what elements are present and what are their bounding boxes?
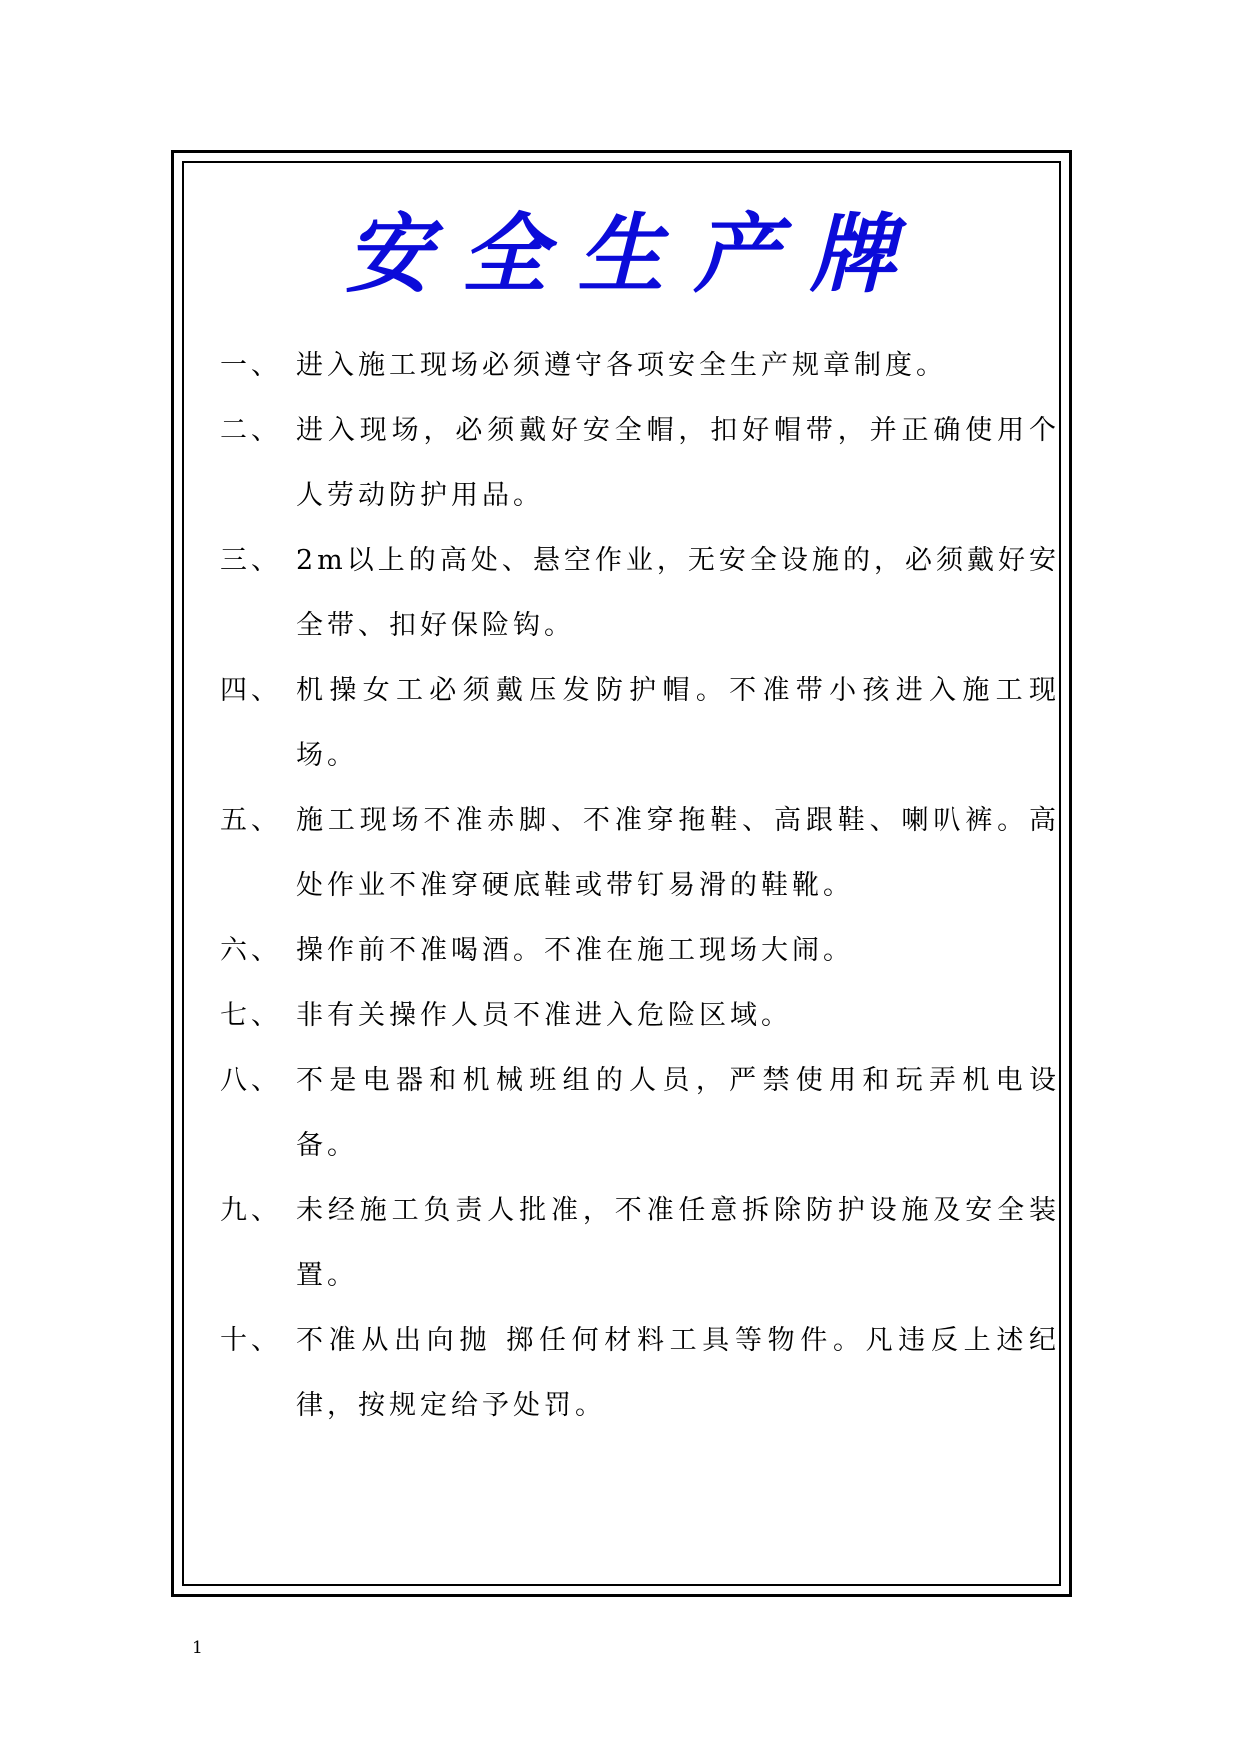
rule-item <box>220 918 1060 983</box>
page-number: 1 <box>192 1638 203 1658</box>
rule-text: 非有关操作人员不准进入危险区域。 <box>296 1000 792 1031</box>
rule-item <box>220 658 1060 788</box>
rule-number: 三、 <box>220 545 282 576</box>
rule-number: 九、 <box>220 1195 282 1226</box>
rule-item <box>220 1308 1060 1438</box>
rule-text: 机操女工必须戴压发防护帽。不准带小孩进入施工现场。 <box>296 675 1060 771</box>
rule-text: 未经施工负责人批准，不准任意拆除防护设施及安全装置。 <box>296 1195 1060 1291</box>
rule-number: 七、 <box>220 1000 282 1031</box>
rule-text: 进入现场，必须戴好安全帽，扣好帽带，并正确使用个人劳动防护用品。 <box>296 415 1060 511</box>
rule-number: 五、 <box>220 805 282 836</box>
rule-number: 六、 <box>220 935 282 966</box>
rule-item <box>220 1178 1060 1308</box>
rule-text: 不准从出向抛 掷任何材料工具等物件。凡违反上述纪律，按规定给予处罚。 <box>296 1325 1060 1421</box>
rule-number: 四、 <box>220 675 282 706</box>
rule-number: 十、 <box>220 1325 282 1356</box>
rule-item <box>220 1048 1060 1178</box>
rule-text: 操作前不准喝酒。不准在施工现场大闹。 <box>296 935 854 966</box>
rules-list <box>220 333 1060 1438</box>
rule-number: 一、 <box>220 350 282 381</box>
rule-item <box>220 983 1060 1048</box>
rule-text: 2m以上的高处、悬空作业，无安全设施的，必须戴好安全带、扣好保险钩。 <box>296 545 1060 641</box>
rule-item <box>220 333 1060 398</box>
rule-item <box>220 528 1060 658</box>
rule-text: 进入施工现场必须遵守各项安全生产规章制度。 <box>296 350 947 381</box>
rule-item <box>220 788 1060 918</box>
rule-text: 施工现场不准赤脚、不准穿拖鞋、高跟鞋、喇叭裤。高处作业不准穿硬底鞋或带钉易滑的鞋靴。 <box>296 805 1060 901</box>
rule-number: 二、 <box>220 415 282 446</box>
sign-title: 安全生产牌 <box>345 205 926 305</box>
rule-number: 八、 <box>220 1065 282 1096</box>
rule-text: 不是电器和机械班组的人员，严禁使用和玩弄机电设备。 <box>296 1065 1060 1161</box>
rule-item <box>220 398 1060 528</box>
